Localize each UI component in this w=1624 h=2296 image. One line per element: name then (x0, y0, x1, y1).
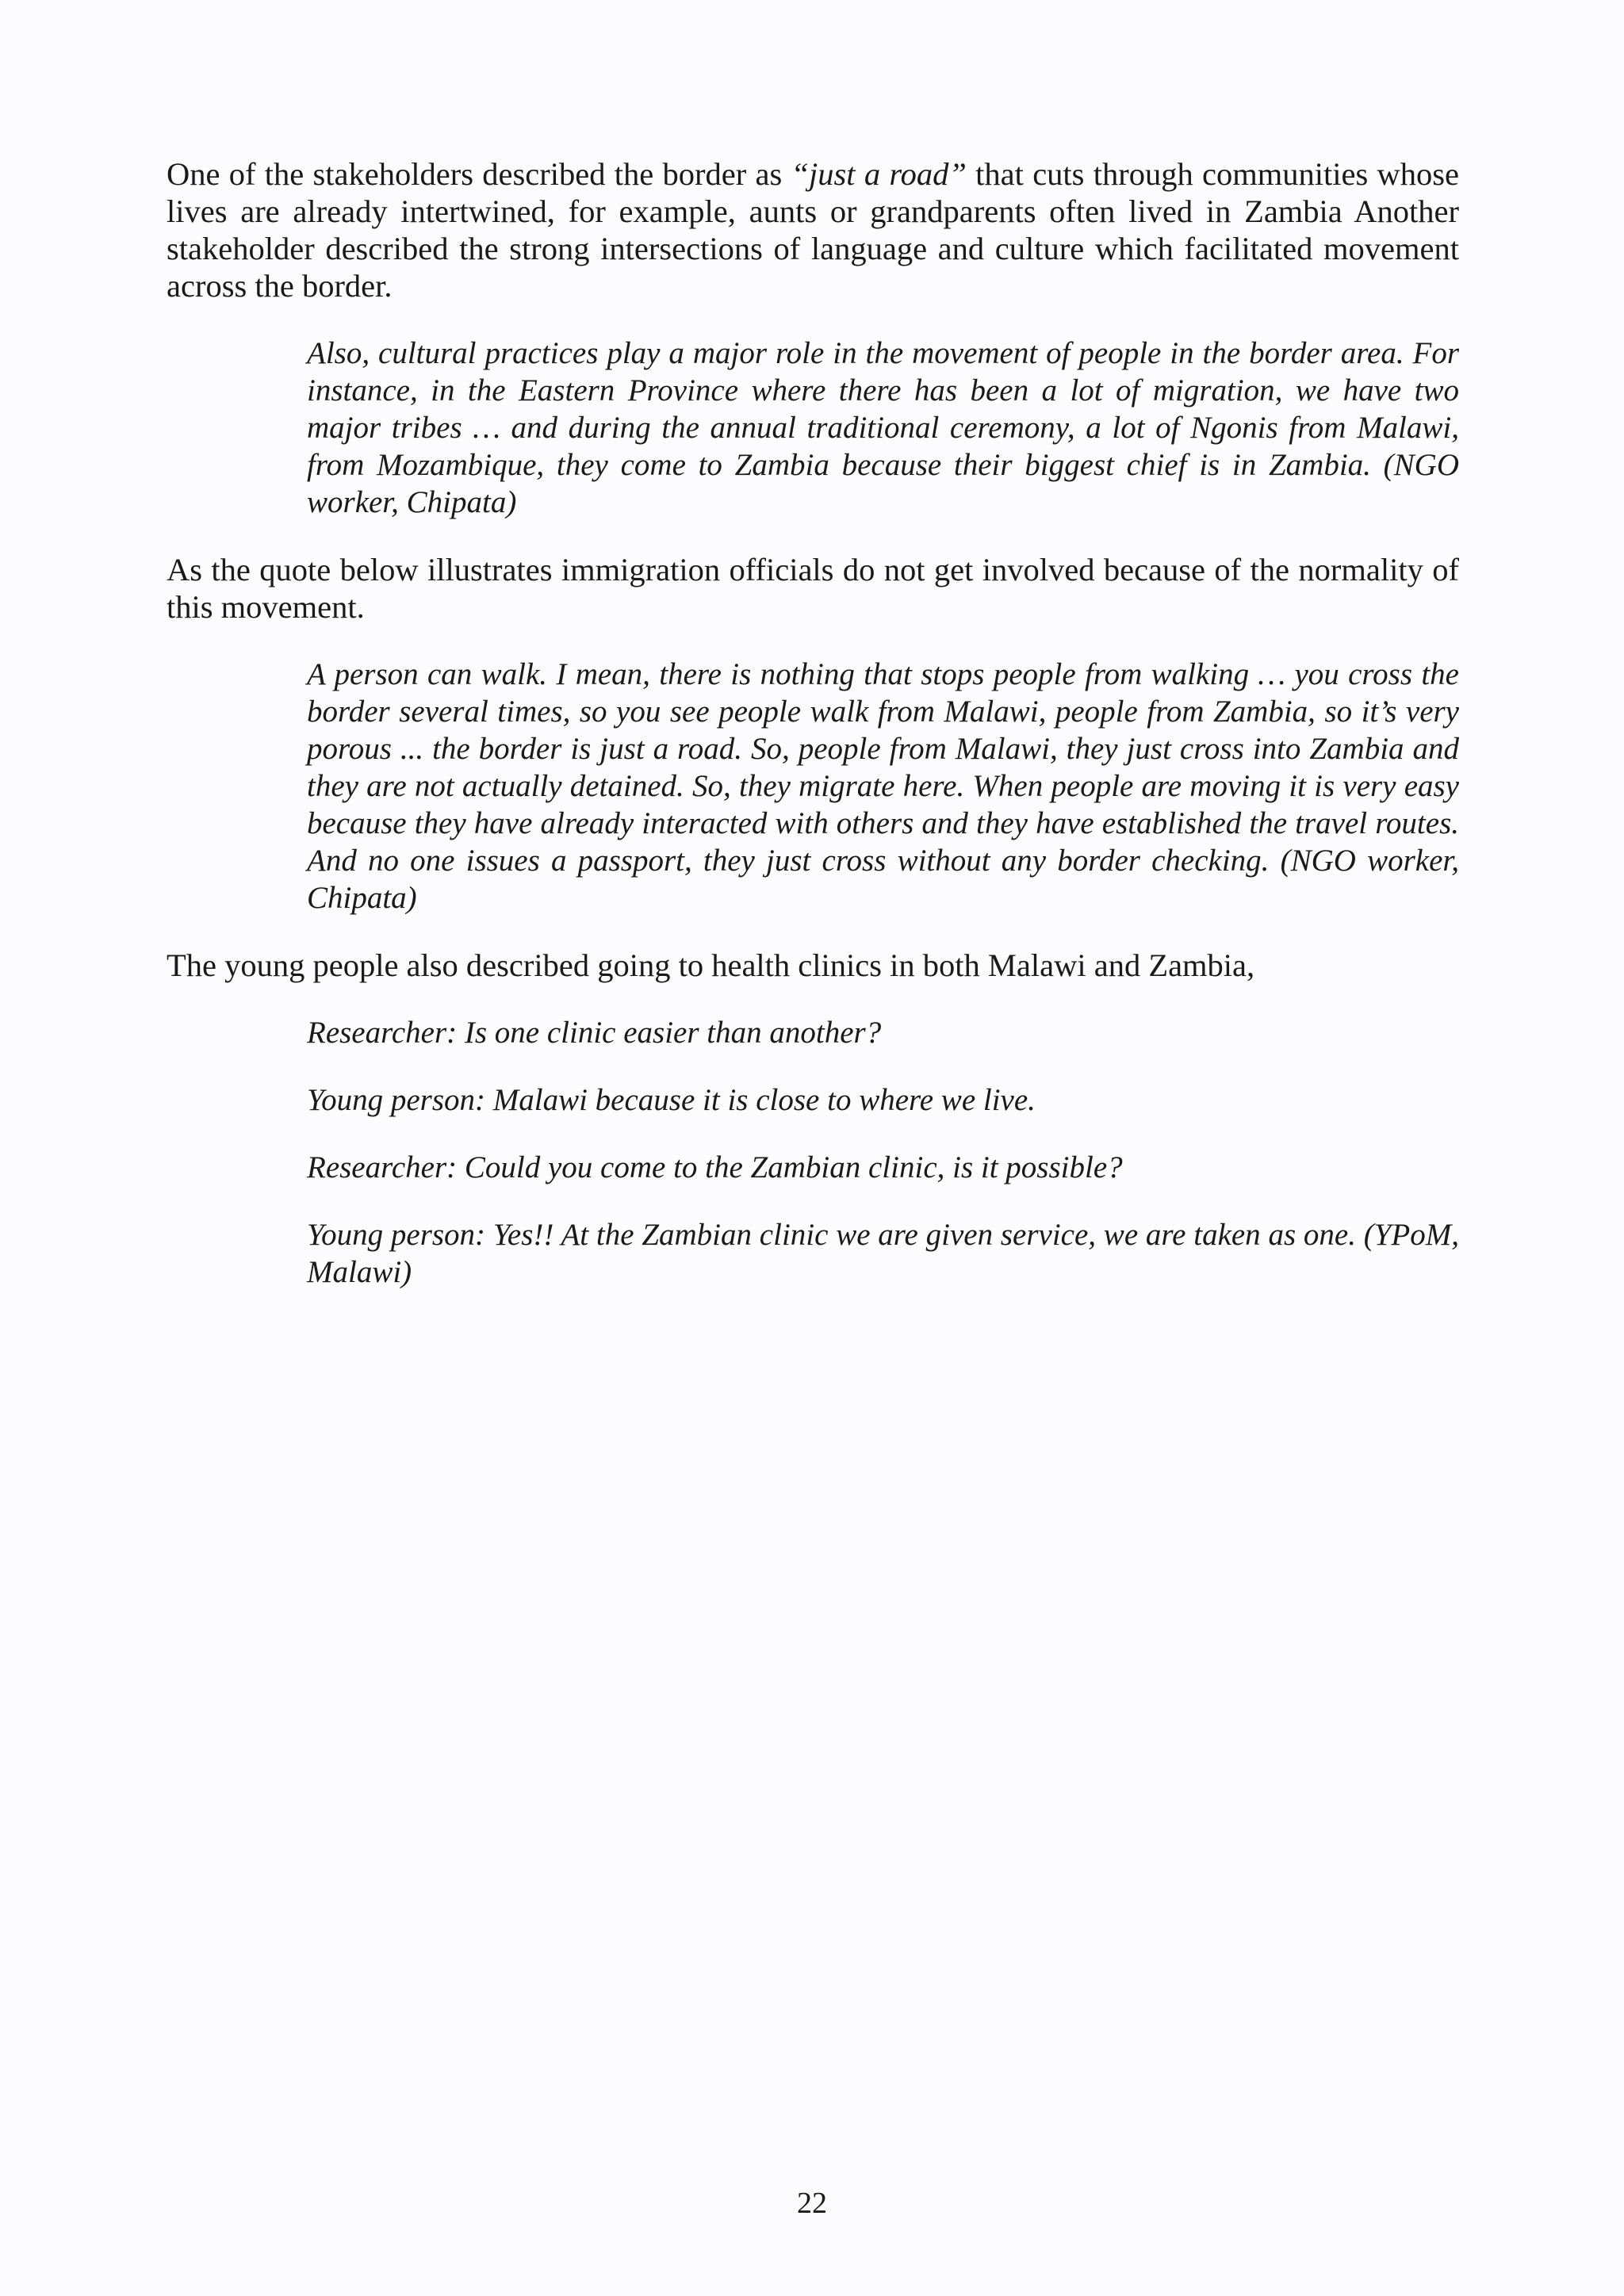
page-number: 22 (797, 2187, 827, 2220)
dialogue-line: Researcher: Is one clinic easier than another? (307, 1016, 882, 1050)
block-quote-cultural-practices: Also, cultural practices play a major role in the movement of people in the border area. For instance, in the Eastern Province where there has been a lot of migration, we have two major tribes … and during the annual traditional ceremony, a lot of Ngonis from Malawi, from Mozambique, they come to Zambia because their biggest chief is in Zambia. (NGO worker, Chipata) (307, 336, 1459, 519)
paragraph-text: that cuts through communities whose lives are already intertwined, for example, aunts or grandparents often lived in Zambia Another stakeholder described the strong intersections of language and culture which facilitated movement across the border. (167, 156, 1459, 304)
block-quote-person-can-walk: A person can walk. I mean, there is nothing that stops people from walking … you cross the border several times, so you see people walk from Malawi, people from Zambia, so it’s very porous ... the border is just a road. So, people from Malawi, they just cross into Zambia and they are not actually detained. So, they migrate here. When people are moving it is very easy because they have already interacted with others and they have established the travel routes. And no one issues a passport, they just cross without any border checking. (NGO worker, Chipata) (307, 657, 1459, 915)
page-content (167, 155, 1459, 1321)
paragraph-health-clinics: The young people also described going to health clinics in both Malawi and Zambia, (167, 947, 1255, 983)
dialogue-line: Researcher: Could you come to the Zambian clinic, is it possible? (307, 1150, 1123, 1184)
emphasis-quote: “just a road” (791, 156, 967, 192)
paragraph-text: One of the stakeholders described the border as (167, 156, 791, 192)
paragraph-immigration-officials: As the quote below illustrates immigration officials do not get involved because of the normality of this movement. (167, 552, 1459, 625)
dialogue-line: Young person: Yes!! At the Zambian clinic we are given service, we are taken as one. (YPoM, Malawi) (307, 1218, 1459, 1289)
paragraph-stakeholders-border (167, 155, 1459, 304)
dialogue-line: Young person: Malawi because it is close to where we live. (307, 1083, 1036, 1117)
